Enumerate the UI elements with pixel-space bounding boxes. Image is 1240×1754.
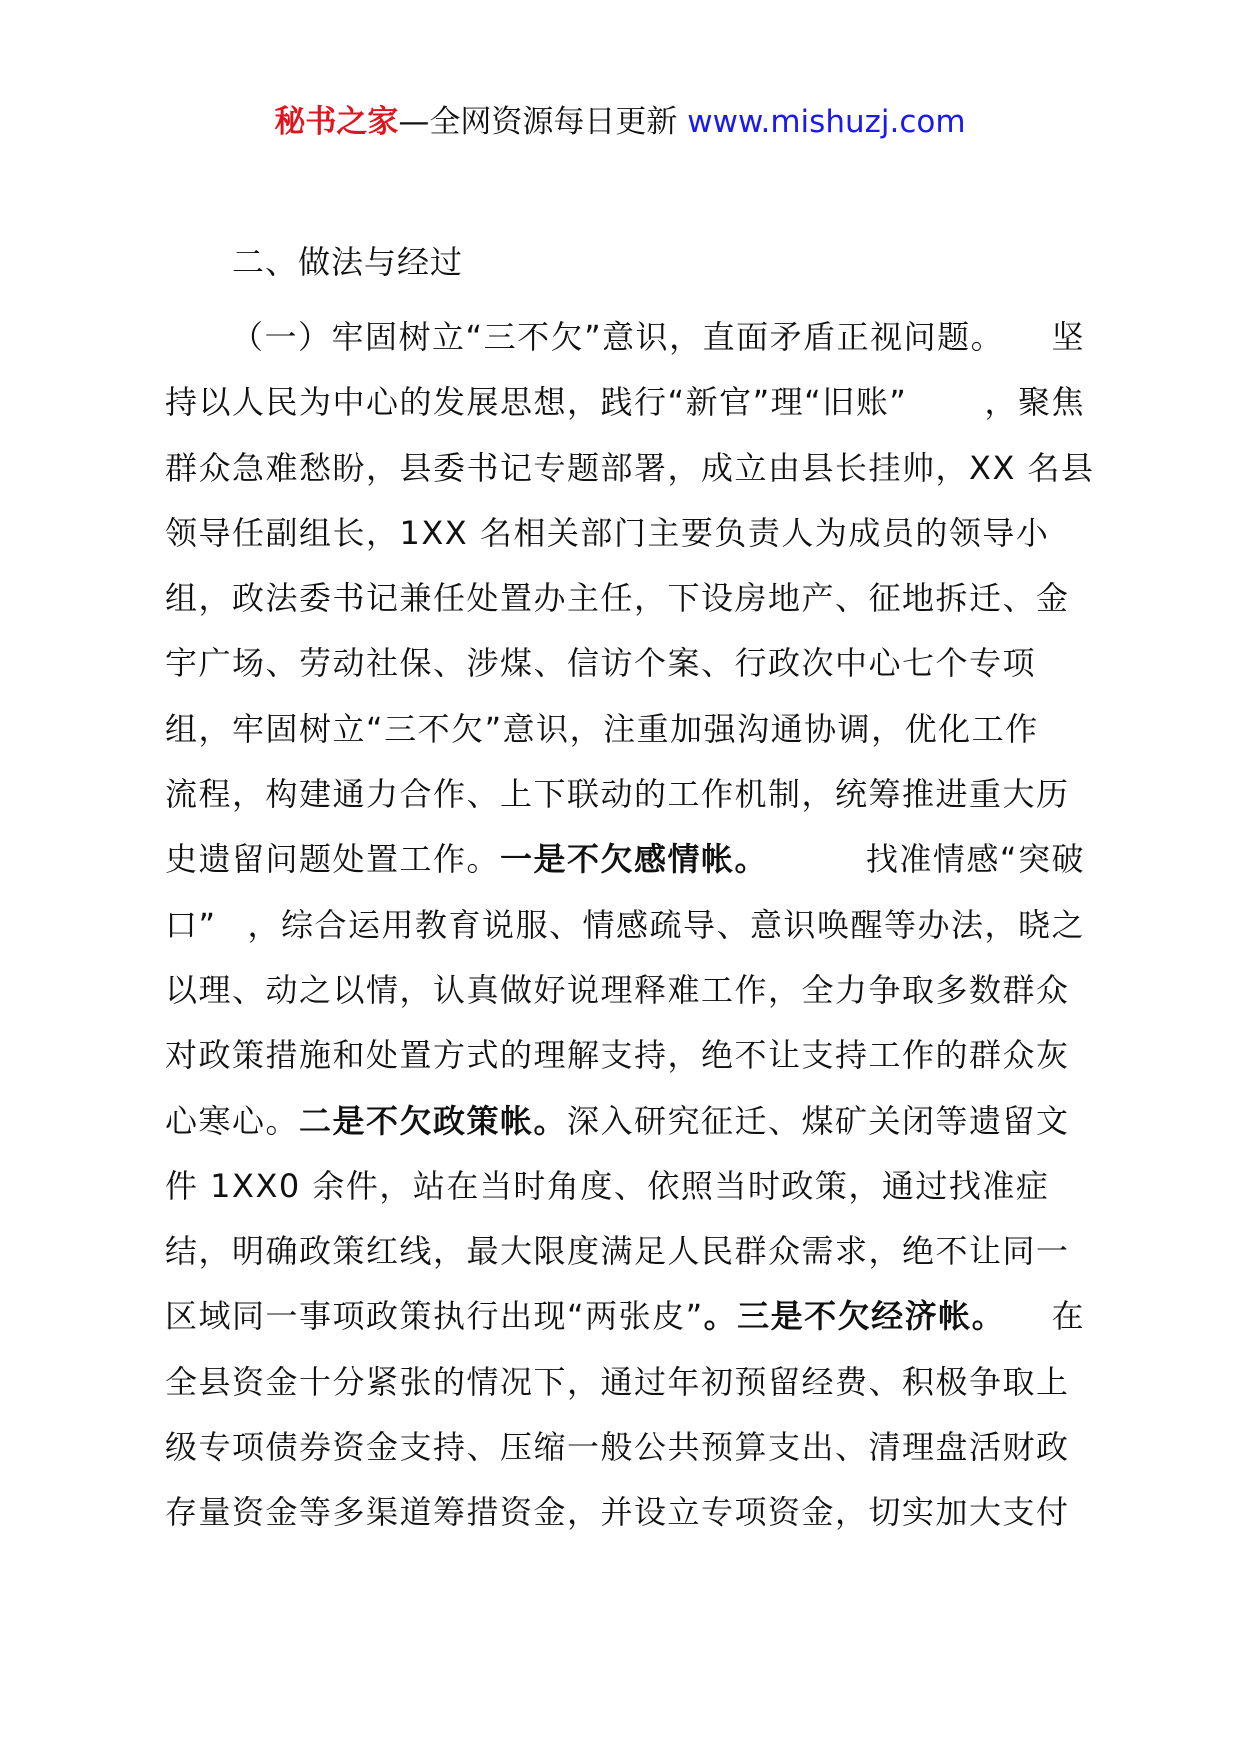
- text-segment: 坚: [1051, 318, 1085, 356]
- text-line: [165, 631, 1085, 696]
- text-segment: 对政策措施和处置方式的理解支持，绝不让支持工作的群众灰: [165, 1036, 1070, 1075]
- site-brand: 秘书之家: [274, 104, 399, 140]
- text-line: [165, 1023, 1085, 1088]
- text-segment: 持以人民为中心的发展思想，践行“新官”理“旧账”: [165, 383, 908, 422]
- text-line: [165, 1284, 1085, 1349]
- text-segment: 找准情感“突破: [865, 840, 1085, 879]
- text-segment: （一）牢固树立“三不欠”意识，直面矛盾正视问题。: [231, 318, 1005, 356]
- text-segment: 在: [1051, 1297, 1085, 1336]
- site-header: [0, 100, 1240, 144]
- text-segment: 宇广场、劳动社保、涉煤、信访个案、行政次中心七个专项: [165, 644, 1037, 683]
- text-segment: 区域同一事项政策执行出现“两张皮”: [165, 1297, 704, 1336]
- text-segment: XX 名县: [969, 448, 1095, 487]
- text-segment: 以理、动之以情，认真做好说理释难工作，全力争取多数群众: [165, 970, 1070, 1009]
- text-segment: 组，政法委书记兼任处置办主任，下设房地产、征地拆迁、金: [165, 579, 1070, 618]
- text-line: [165, 436, 1095, 501]
- text-segment: [165, 1089, 1070, 1154]
- text-segment: 全县资金十分紧张的情况下，通过年初预留经费、积极争取上: [165, 1362, 1070, 1401]
- text-segment: 口”: [165, 905, 217, 944]
- text-segment: [165, 1284, 1005, 1349]
- text-line: [165, 305, 1085, 370]
- text-line: [165, 762, 1085, 827]
- text-segment: 组，牢固树立“三不欠”意识，注重加强沟通协调，优化工作: [165, 709, 1039, 748]
- text-line: [165, 697, 1085, 762]
- text-line: [165, 1350, 1085, 1415]
- bold-phrase: 二是不欠政策帐。: [299, 1101, 568, 1140]
- text-line: [165, 370, 1085, 435]
- text-segment: ，聚焦: [984, 383, 1085, 422]
- text-segment: 级专项债券资金支持、压缩一般公共预算支出、清理盘活财政: [165, 1428, 1070, 1467]
- section-heading: 二、做法与经过: [232, 243, 464, 281]
- text-line: [165, 827, 1085, 892]
- text-line: [165, 501, 1085, 566]
- bold-phrase: 一是不欠感情帐。: [500, 840, 769, 879]
- text-segment: [165, 827, 768, 892]
- text-segment: 群众急难愁盼，县委书记专题部署，成立由县长挂帅，: [165, 448, 970, 487]
- text-segment: 领导任副组长，1XX 名相关部门主要负责人为成员的领导小: [165, 513, 1050, 552]
- text-line: [165, 1154, 1085, 1219]
- text-line: [165, 566, 1085, 631]
- text-segment: 存量资金等多渠道筹措资金，并设立专项资金，切实加大支付: [165, 1493, 1070, 1532]
- text-segment: 结，明确政策红线，最大限度满足人民群众需求，绝不让同一: [165, 1232, 1070, 1271]
- text-segment: 深入研究征迁、煤矿关闭等遗留文: [567, 1101, 1070, 1140]
- site-url-link[interactable]: www.mishuzj.com: [687, 104, 966, 140]
- text-line: [165, 893, 1085, 958]
- text-segment: 件 1XX0 余件，站在当时角度、依照当时政策，通过找准症: [165, 1166, 1050, 1205]
- text-line: [165, 1219, 1085, 1284]
- text-segment: ，综合运用教育说服、情感疏导、意识唤醒等办法，晓之: [247, 905, 1085, 944]
- text-segment: 流程，构建通力合作、上下联动的工作机制，统筹推进重大历: [165, 775, 1070, 814]
- bold-phrase: 。三是不欠经济帐。: [703, 1297, 1006, 1336]
- text-line: [165, 1480, 1085, 1545]
- text-line: [165, 958, 1085, 1023]
- document-body: [165, 305, 1095, 1546]
- text-line: [165, 1089, 1085, 1154]
- text-line: [165, 1415, 1085, 1480]
- text-segment: 史遗留问题处置工作。: [165, 840, 501, 879]
- site-tagline: —全网资源每日更新: [398, 104, 688, 140]
- text-segment: 心寒心。: [165, 1101, 300, 1140]
